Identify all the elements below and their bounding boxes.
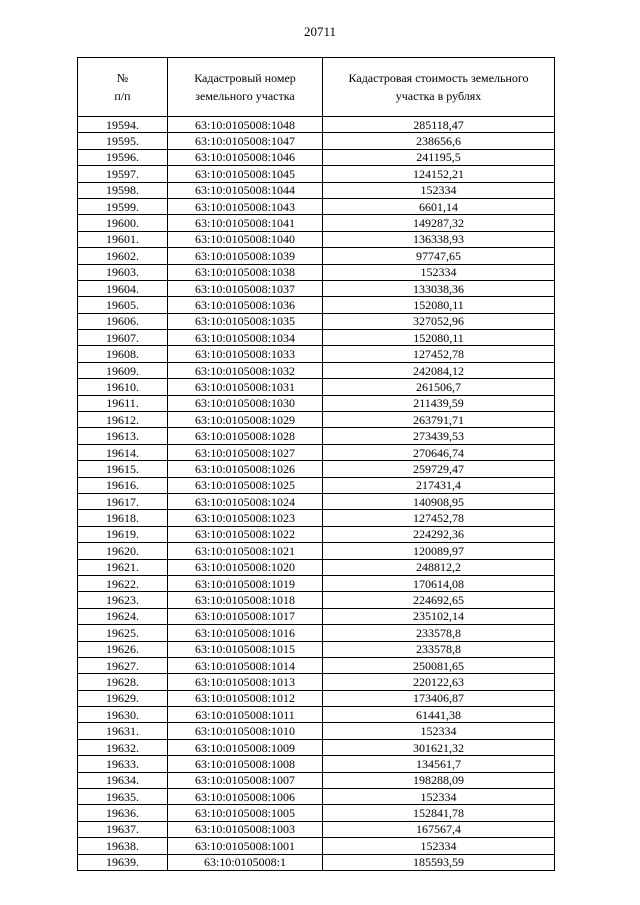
cadastral-value-cell: 224692,65 (323, 592, 555, 608)
cadastral-number-cell: 63:10:0105008:1015 (168, 641, 323, 657)
cadastral-value-cell: 152334 (323, 723, 555, 739)
table-row (78, 739, 555, 755)
cadastral-value-cell: 136338,93 (323, 231, 555, 247)
table-row (78, 297, 555, 313)
cadastral-value-cell: 152334 (323, 264, 555, 280)
row-number-cell: 19629. (78, 690, 168, 706)
cadastral-value-cell: 235102,14 (323, 608, 555, 624)
cadastral-number-cell: 63:10:0105008:1012 (168, 690, 323, 706)
cadastral-number-cell: 63:10:0105008:1011 (168, 707, 323, 723)
cadastral-number-cell: 63:10:0105008:1025 (168, 477, 323, 493)
cadastral-number-cell: 63:10:0105008:1007 (168, 772, 323, 788)
cadastral-number-cell: 63:10:0105008:1 (168, 854, 323, 870)
cadastral-number-cell: 63:10:0105008:1016 (168, 625, 323, 641)
cadastral-value-cell: 263791,71 (323, 412, 555, 428)
row-number-cell: 19619. (78, 526, 168, 542)
row-number-cell: 19637. (78, 821, 168, 837)
row-number-cell: 19620. (78, 543, 168, 559)
row-number-cell: 19602. (78, 248, 168, 264)
table-row (78, 854, 555, 870)
cadastral-value-cell: 152334 (323, 838, 555, 854)
cadastral-number-cell: 63:10:0105008:1018 (168, 592, 323, 608)
row-number-cell: 19638. (78, 838, 168, 854)
header-cadastral-line2: земельного участка (195, 89, 295, 103)
table-row (78, 461, 555, 477)
cadastral-number-cell: 63:10:0105008:1020 (168, 559, 323, 575)
header-value-line2: участка в рублях (395, 89, 482, 103)
table-row (78, 428, 555, 444)
table-row (78, 313, 555, 329)
table-row (78, 821, 555, 837)
header-cadastral-value (323, 58, 555, 117)
cadastral-number-cell: 63:10:0105008:1005 (168, 805, 323, 821)
cadastral-number-cell: 63:10:0105008:1008 (168, 756, 323, 772)
table-row (78, 559, 555, 575)
cadastral-number-cell: 63:10:0105008:1009 (168, 739, 323, 755)
row-number-cell: 19612. (78, 412, 168, 428)
cadastral-number-cell: 63:10:0105008:1036 (168, 297, 323, 313)
row-number-cell: 19613. (78, 428, 168, 444)
header-number-line2: п/п (114, 89, 131, 103)
cadastral-number-cell: 63:10:0105008:1031 (168, 379, 323, 395)
cadastral-number-cell: 63:10:0105008:1021 (168, 543, 323, 559)
row-number-cell: 19614. (78, 444, 168, 460)
cadastral-number-cell: 63:10:0105008:1039 (168, 248, 323, 264)
cadastral-number-cell: 63:10:0105008:1022 (168, 526, 323, 542)
cadastral-value-cell: 211439,59 (323, 395, 555, 411)
row-number-cell: 19634. (78, 772, 168, 788)
table-row (78, 379, 555, 395)
cadastral-value-cell: 233578,8 (323, 625, 555, 641)
table-row (78, 690, 555, 706)
row-number-cell: 19603. (78, 264, 168, 280)
row-number-cell: 19624. (78, 608, 168, 624)
header-number-line1: № (116, 71, 129, 85)
table-header (78, 58, 555, 117)
cadastral-value-table (77, 57, 555, 871)
cadastral-value-cell: 238656,6 (323, 133, 555, 149)
table-row (78, 346, 555, 362)
row-number-cell: 19617. (78, 493, 168, 509)
row-number-cell: 19622. (78, 575, 168, 591)
cadastral-number-cell: 63:10:0105008:1001 (168, 838, 323, 854)
cadastral-number-cell: 63:10:0105008:1041 (168, 215, 323, 231)
cadastral-value-cell: 327052,96 (323, 313, 555, 329)
row-number-cell: 19607. (78, 330, 168, 346)
table-row (78, 248, 555, 264)
cadastral-number-cell: 63:10:0105008:1037 (168, 280, 323, 296)
cadastral-value-cell: 273439,53 (323, 428, 555, 444)
header-row (78, 58, 555, 117)
cadastral-value-cell: 198288,09 (323, 772, 555, 788)
row-number-cell: 19623. (78, 592, 168, 608)
cadastral-value-cell: 233578,8 (323, 641, 555, 657)
row-number-cell: 19639. (78, 854, 168, 870)
table-row (78, 510, 555, 526)
cadastral-value-cell: 127452,78 (323, 510, 555, 526)
row-number-cell: 19596. (78, 149, 168, 165)
table-row (78, 133, 555, 149)
cadastral-value-cell: 133038,36 (323, 280, 555, 296)
row-number-cell: 19631. (78, 723, 168, 739)
table-row (78, 789, 555, 805)
cadastral-number-cell: 63:10:0105008:1003 (168, 821, 323, 837)
header-value-line1: Кадастровая стоимость земельного (348, 71, 529, 85)
cadastral-value-cell: 61441,38 (323, 707, 555, 723)
cadastral-number-cell: 63:10:0105008:1023 (168, 510, 323, 526)
cadastral-value-cell: 301621,32 (323, 739, 555, 755)
cadastral-value-cell: 134561,7 (323, 756, 555, 772)
row-number-cell: 19615. (78, 461, 168, 477)
row-number-cell: 19598. (78, 182, 168, 198)
cadastral-number-cell: 63:10:0105008:1034 (168, 330, 323, 346)
cadastral-value-cell: 152334 (323, 789, 555, 805)
table-row (78, 625, 555, 641)
cadastral-value-cell: 152080,11 (323, 297, 555, 313)
cadastral-number-cell: 63:10:0105008:1048 (168, 117, 323, 133)
cadastral-value-cell: 152334 (323, 182, 555, 198)
table-row (78, 608, 555, 624)
table-row (78, 362, 555, 378)
cadastral-number-cell: 63:10:0105008:1030 (168, 395, 323, 411)
table-row (78, 674, 555, 690)
cadastral-value-cell: 173406,87 (323, 690, 555, 706)
cadastral-value-cell: 250081,65 (323, 657, 555, 673)
row-number-cell: 19599. (78, 198, 168, 214)
row-number-cell: 19597. (78, 166, 168, 182)
cadastral-value-cell: 259729,47 (323, 461, 555, 477)
table-row (78, 198, 555, 214)
table-row (78, 166, 555, 182)
cadastral-number-cell: 63:10:0105008:1026 (168, 461, 323, 477)
row-number-cell: 19636. (78, 805, 168, 821)
cadastral-number-cell: 63:10:0105008:1045 (168, 166, 323, 182)
row-number-cell: 19632. (78, 739, 168, 755)
cadastral-number-cell: 63:10:0105008:1043 (168, 198, 323, 214)
header-row-number (78, 58, 168, 117)
cadastral-number-cell: 63:10:0105008:1029 (168, 412, 323, 428)
cadastral-number-cell: 63:10:0105008:1024 (168, 493, 323, 509)
table-row (78, 575, 555, 591)
cadastral-value-cell: 152841,78 (323, 805, 555, 821)
cadastral-value-cell: 270646,74 (323, 444, 555, 460)
table-row (78, 412, 555, 428)
table-row (78, 707, 555, 723)
cadastral-number-cell: 63:10:0105008:1006 (168, 789, 323, 805)
cadastral-number-cell: 63:10:0105008:1013 (168, 674, 323, 690)
cadastral-value-cell: 140908,95 (323, 493, 555, 509)
row-number-cell: 19633. (78, 756, 168, 772)
table-row (78, 117, 555, 133)
row-number-cell: 19616. (78, 477, 168, 493)
table-row (78, 264, 555, 280)
table-row (78, 772, 555, 788)
table-row (78, 493, 555, 509)
cadastral-number-cell: 63:10:0105008:1010 (168, 723, 323, 739)
table-row (78, 592, 555, 608)
row-number-cell: 19626. (78, 641, 168, 657)
cadastral-value-cell: 261506,7 (323, 379, 555, 395)
row-number-cell: 19621. (78, 559, 168, 575)
row-number-cell: 19604. (78, 280, 168, 296)
cadastral-number-cell: 63:10:0105008:1017 (168, 608, 323, 624)
cadastral-value-cell: 220122,63 (323, 674, 555, 690)
table-row (78, 723, 555, 739)
table-row (78, 182, 555, 198)
table-row (78, 805, 555, 821)
table-row (78, 543, 555, 559)
cadastral-value-cell: 217431,4 (323, 477, 555, 493)
table-body (78, 117, 555, 871)
row-number-cell: 19609. (78, 362, 168, 378)
table-row (78, 526, 555, 542)
cadastral-number-cell: 63:10:0105008:1019 (168, 575, 323, 591)
cadastral-value-cell: 149287,32 (323, 215, 555, 231)
cadastral-value-cell: 152080,11 (323, 330, 555, 346)
row-number-cell: 19601. (78, 231, 168, 247)
table-row (78, 477, 555, 493)
cadastral-value-cell: 224292,36 (323, 526, 555, 542)
table-row (78, 641, 555, 657)
cadastral-value-cell: 170614,08 (323, 575, 555, 591)
table-row (78, 756, 555, 772)
row-number-cell: 19600. (78, 215, 168, 231)
row-number-cell: 19605. (78, 297, 168, 313)
cadastral-number-cell: 63:10:0105008:1047 (168, 133, 323, 149)
cadastral-number-cell: 63:10:0105008:1044 (168, 182, 323, 198)
table-row (78, 838, 555, 854)
cadastral-number-cell: 63:10:0105008:1046 (168, 149, 323, 165)
header-cadastral-line1: Кадастровый номер (194, 71, 296, 85)
table-row (78, 330, 555, 346)
cadastral-number-cell: 63:10:0105008:1028 (168, 428, 323, 444)
table-row (78, 231, 555, 247)
cadastral-number-cell: 63:10:0105008:1038 (168, 264, 323, 280)
cadastral-number-cell: 63:10:0105008:1014 (168, 657, 323, 673)
row-number-cell: 19594. (78, 117, 168, 133)
table-row (78, 444, 555, 460)
cadastral-value-cell: 185593,59 (323, 854, 555, 870)
page-number: 20711 (303, 24, 337, 39)
cadastral-value-cell: 242084,12 (323, 362, 555, 378)
cadastral-value-cell: 285118,47 (323, 117, 555, 133)
cadastral-value-cell: 127452,78 (323, 346, 555, 362)
cadastral-value-cell: 241195,5 (323, 149, 555, 165)
table-row (78, 395, 555, 411)
table-row (78, 215, 555, 231)
cadastral-number-cell: 63:10:0105008:1035 (168, 313, 323, 329)
cadastral-value-cell: 248812,2 (323, 559, 555, 575)
cadastral-number-cell: 63:10:0105008:1033 (168, 346, 323, 362)
row-number-cell: 19625. (78, 625, 168, 641)
cadastral-value-cell: 167567,4 (323, 821, 555, 837)
cadastral-number-cell: 63:10:0105008:1027 (168, 444, 323, 460)
table-row (78, 149, 555, 165)
cadastral-number-cell: 63:10:0105008:1040 (168, 231, 323, 247)
row-number-cell: 19595. (78, 133, 168, 149)
row-number-cell: 19610. (78, 379, 168, 395)
cadastral-value-cell: 97747,65 (323, 248, 555, 264)
cadastral-value-cell: 120089,97 (323, 543, 555, 559)
table-row (78, 280, 555, 296)
table-row (78, 657, 555, 673)
cadastral-number-cell: 63:10:0105008:1032 (168, 362, 323, 378)
cadastral-value-cell: 124152,21 (323, 166, 555, 182)
row-number-cell: 19627. (78, 657, 168, 673)
cadastral-value-cell: 6601,14 (323, 198, 555, 214)
row-number-cell: 19618. (78, 510, 168, 526)
row-number-cell: 19635. (78, 789, 168, 805)
row-number-cell: 19611. (78, 395, 168, 411)
row-number-cell: 19630. (78, 707, 168, 723)
header-cadastral-number (168, 58, 323, 117)
row-number-cell: 19608. (78, 346, 168, 362)
row-number-cell: 19606. (78, 313, 168, 329)
row-number-cell: 19628. (78, 674, 168, 690)
